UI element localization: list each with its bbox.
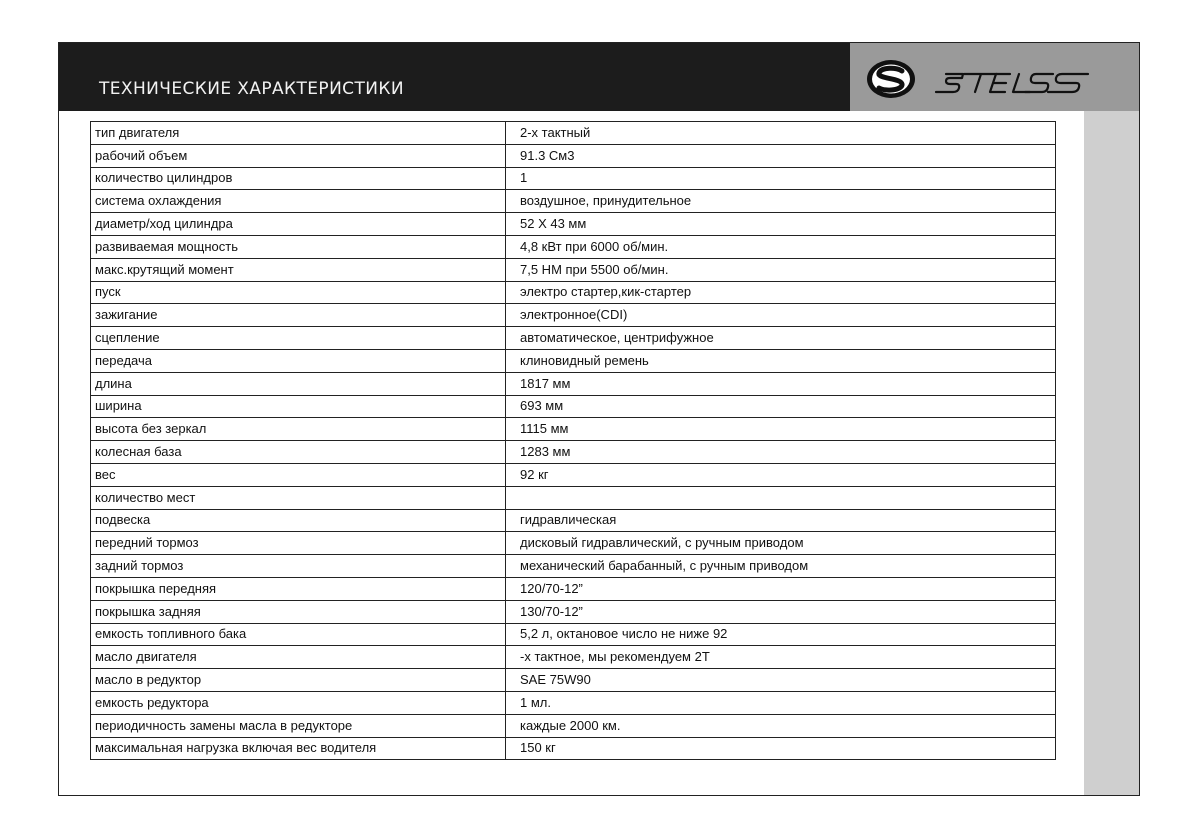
spec-value: 120/70-12” <box>506 577 1056 600</box>
spec-value: дисковый гидравлический, с ручным приводом <box>506 532 1056 555</box>
spec-param: макс.крутящий момент <box>91 258 506 281</box>
spec-param: высота без зеркал <box>91 418 506 441</box>
spec-param: длина <box>91 372 506 395</box>
spec-param: пуск <box>91 281 506 304</box>
spec-param: зажигание <box>91 304 506 327</box>
spec-param: количество цилиндров <box>91 167 506 190</box>
spec-value: 52 Х 43 мм <box>506 213 1056 236</box>
spec-param: подвеска <box>91 509 506 532</box>
spec-param: количество мест <box>91 486 506 509</box>
spec-param: масло двигателя <box>91 646 506 669</box>
spec-param: передний тормоз <box>91 532 506 555</box>
spec-value: 1283 мм <box>506 441 1056 464</box>
spec-param: ширина <box>91 395 506 418</box>
specs-table <box>90 121 1056 760</box>
spec-value: 1 <box>506 167 1056 190</box>
table-row <box>91 167 1056 190</box>
table-row <box>91 372 1056 395</box>
table-row <box>91 327 1056 350</box>
spec-param: максимальная нагрузка включая вес водителя <box>91 737 506 760</box>
table-row <box>91 714 1056 737</box>
table-row <box>91 577 1056 600</box>
table-row <box>91 395 1056 418</box>
spec-param: тип двигателя <box>91 122 506 145</box>
table-row <box>91 235 1056 258</box>
spec-sheet <box>58 42 1140 796</box>
spec-value: клиновидный ремень <box>506 349 1056 372</box>
spec-param: диаметр/ход цилиндра <box>91 213 506 236</box>
spec-param: покрышка передняя <box>91 577 506 600</box>
stels-logo <box>850 43 1140 111</box>
spec-value: SAE 75W90 <box>506 669 1056 692</box>
spec-value: каждые 2000 км. <box>506 714 1056 737</box>
stels-logo-icon <box>850 43 1140 111</box>
spec-param: периодичность замены масла в редукторе <box>91 714 506 737</box>
table-row <box>91 623 1056 646</box>
spec-value: 4,8 кВт при 6000 об/мин. <box>506 235 1056 258</box>
table-row <box>91 418 1056 441</box>
spec-value: 2-х тактный <box>506 122 1056 145</box>
side-strip <box>1084 111 1140 795</box>
spec-param: сцепление <box>91 327 506 350</box>
spec-value: электро стартер,кик-стартер <box>506 281 1056 304</box>
spec-value: автоматическое, центрифужное <box>506 327 1056 350</box>
table-row <box>91 486 1056 509</box>
page-title: ТЕХНИЧЕСКИЕ ХАРАКТЕРИСТИКИ <box>99 79 404 99</box>
spec-value: механический барабанный, с ручным приводом <box>506 555 1056 578</box>
table-row <box>91 122 1056 145</box>
spec-value: 130/70-12” <box>506 600 1056 623</box>
table-row <box>91 190 1056 213</box>
table-row <box>91 646 1056 669</box>
spec-param: масло в редуктор <box>91 669 506 692</box>
spec-param: колесная база <box>91 441 506 464</box>
spec-value: воздушное, принудительное <box>506 190 1056 213</box>
spec-param: емкость редуктора <box>91 691 506 714</box>
spec-value: 92 кг <box>506 463 1056 486</box>
table-row <box>91 600 1056 623</box>
spec-value: 7,5 НМ при 5500 об/мин. <box>506 258 1056 281</box>
table-row <box>91 281 1056 304</box>
table-row <box>91 509 1056 532</box>
spec-value: 1115 мм <box>506 418 1056 441</box>
table-row <box>91 304 1056 327</box>
table-row <box>91 532 1056 555</box>
header-bar <box>59 43 1139 111</box>
table-row <box>91 213 1056 236</box>
spec-param: емкость топливного бака <box>91 623 506 646</box>
spec-value <box>506 486 1056 509</box>
spec-value: гидравлическая <box>506 509 1056 532</box>
table-row <box>91 349 1056 372</box>
table-row <box>91 258 1056 281</box>
spec-value: электронное(CDI) <box>506 304 1056 327</box>
spec-value: 693 мм <box>506 395 1056 418</box>
spec-value: 1 мл. <box>506 691 1056 714</box>
table-row <box>91 669 1056 692</box>
spec-param: система охлаждения <box>91 190 506 213</box>
table-row <box>91 691 1056 714</box>
spec-value: 5,2 л, октановое число не ниже 92 <box>506 623 1056 646</box>
spec-param: рабочий объем <box>91 144 506 167</box>
table-row <box>91 441 1056 464</box>
spec-param: передача <box>91 349 506 372</box>
spec-value: -х тактное, мы рекомендуем 2Т <box>506 646 1056 669</box>
spec-value: 91.3 См3 <box>506 144 1056 167</box>
spec-param: развиваемая мощность <box>91 235 506 258</box>
spec-param: вес <box>91 463 506 486</box>
table-row <box>91 555 1056 578</box>
spec-param: задний тормоз <box>91 555 506 578</box>
table-row <box>91 144 1056 167</box>
table-row <box>91 737 1056 760</box>
spec-param: покрышка задняя <box>91 600 506 623</box>
spec-value: 150 кг <box>506 737 1056 760</box>
table-row <box>91 463 1056 486</box>
spec-value: 1817 мм <box>506 372 1056 395</box>
